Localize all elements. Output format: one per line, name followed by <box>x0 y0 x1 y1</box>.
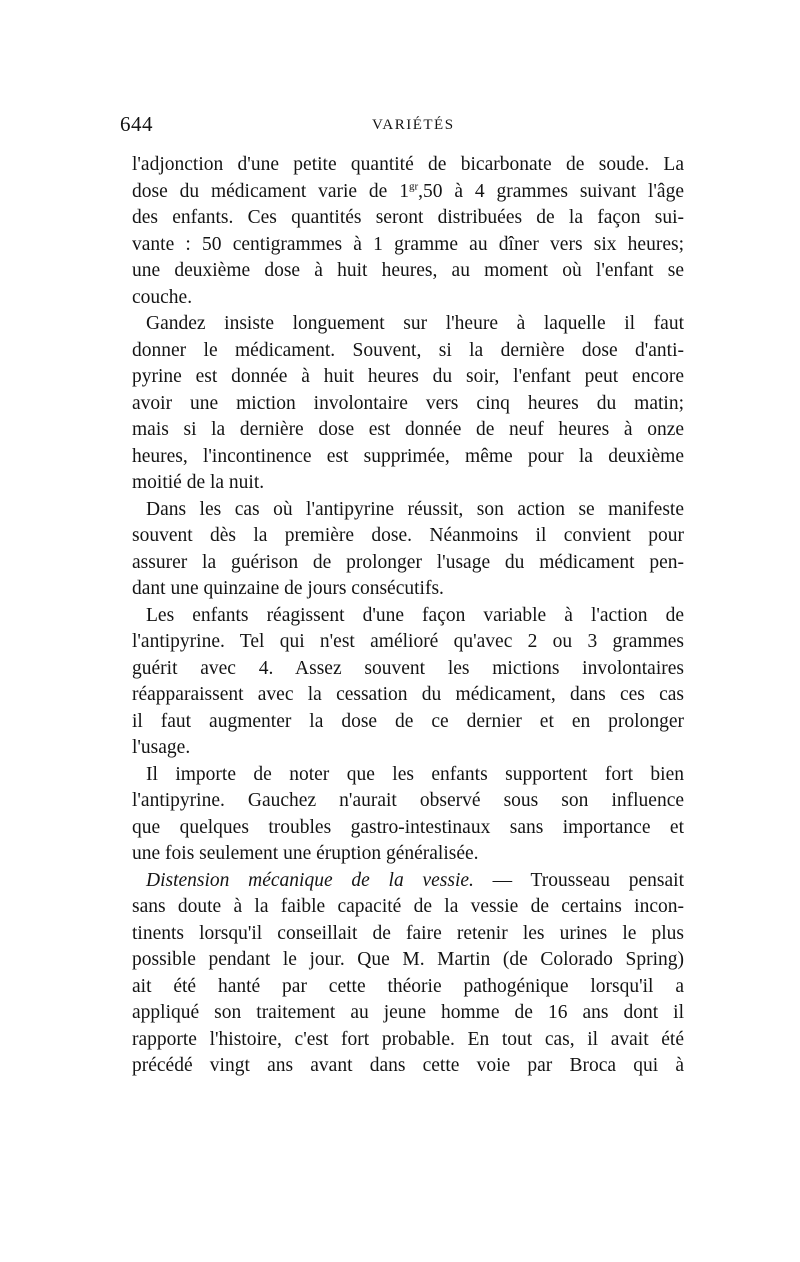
text-line <box>132 179 684 206</box>
text-line: ait été hanté par cette théorie pathogénique lorsqu'il a <box>132 975 684 997</box>
text-line: moitié de la nuit. <box>132 472 265 493</box>
paragraph-start: Il importe de noter que les enfants supportent fort bien <box>146 763 684 785</box>
text-line: rapporte l'histoire, c'est fort probable. En tout cas, il avait été <box>132 1028 684 1050</box>
paragraph-start: Dans les cas où l'antipyrine réussit, son action se manifeste <box>146 498 684 520</box>
running-title: VARIÉTÉS <box>372 117 455 133</box>
text-line-continuation: — Trousseau pensait <box>473 869 684 891</box>
gram-abbreviation: gr <box>408 180 419 192</box>
text-line: l'antipyrine. Gauchez n'aurait observé sous son influence <box>132 790 684 811</box>
text-line: souvent dès la première dose. Néanmoins il convient pour <box>132 525 684 546</box>
page-number: 644 <box>120 112 153 136</box>
text-line: guérit avec 4. Assez souvent les mictions involontaires <box>132 657 684 679</box>
text-line: une fois seulement une éruption généralisée. <box>132 843 479 864</box>
text-line: réapparaissent avec la cessation du médicament, dans ces cas <box>132 684 684 705</box>
text-line-before-superscript: dose du médicament varie de 1 <box>132 180 409 202</box>
section-heading-line <box>132 868 684 895</box>
text-line: une deuxième dose à huit heures, au moment où l'enfant se <box>132 260 684 281</box>
text-line: vante : 50 centigrammes à 1 gramme au dîner vers six heures; <box>132 233 684 255</box>
section-heading: Distension mécanique de la vessie. <box>146 869 474 891</box>
text-line: avoir une miction involontaire vers cinq heures du matin; <box>132 392 684 414</box>
text-line: tinents lorsqu'il conseillait de faire retenir les urines le plus <box>132 922 684 944</box>
page-header <box>120 112 680 142</box>
text-line: assurer la guérison de prolonger l'usage du médicament pen- <box>132 551 684 573</box>
text-line: que quelques troubles gastro-intestinaux sans importance et <box>132 816 684 838</box>
text-line: couche. <box>132 286 193 308</box>
text-line: sans doute à la faible capacité de la vessie de certains incon- <box>132 896 684 917</box>
text-line: l'antipyrine. Tel qui n'est amélioré qu'avec 2 ou 3 grammes <box>132 631 684 652</box>
text-line: pyrine est donnée à huit heures du soir, l'enfant peut encore <box>132 366 684 387</box>
paragraph-start: Gandez insiste longuement sur l'heure à laquelle il faut <box>146 313 684 334</box>
text-line: donner le médicament. Souvent, si la dernière dose d'anti- <box>132 339 684 361</box>
text-line: dant une quinzaine de jours consécutifs. <box>132 578 444 599</box>
text-line: appliqué son traitement au jeune homme de 16 ans dont il <box>132 1002 684 1023</box>
text-line: mais si la dernière dose est donnée de neuf heures à onze <box>132 419 684 440</box>
text-line: des enfants. Ces quantités seront distribuées de la façon sui- <box>132 207 684 228</box>
text-line: heures, l'incontinence est supprimée, même pour la deuxième <box>132 445 684 467</box>
text-line-after-superscript: ,50 à 4 grammes suivant l'âge <box>418 180 684 202</box>
text-line: il faut augmenter la dose de ce dernier et en prolonger <box>132 710 684 732</box>
text-line: l'adjonction d'une petite quantité de bicarbonate de soude. La <box>132 154 684 175</box>
paragraph-start: Les enfants réagissent d'une façon variable à l'action de <box>146 604 684 626</box>
body-text <box>132 152 684 1080</box>
text-line: précédé vingt ans avant dans cette voie par Broca qui à <box>132 1055 684 1076</box>
text-line: l'usage. <box>132 737 191 758</box>
text-line: possible pendant le jour. Que M. Martin (de Colorado Spring) <box>132 949 684 970</box>
